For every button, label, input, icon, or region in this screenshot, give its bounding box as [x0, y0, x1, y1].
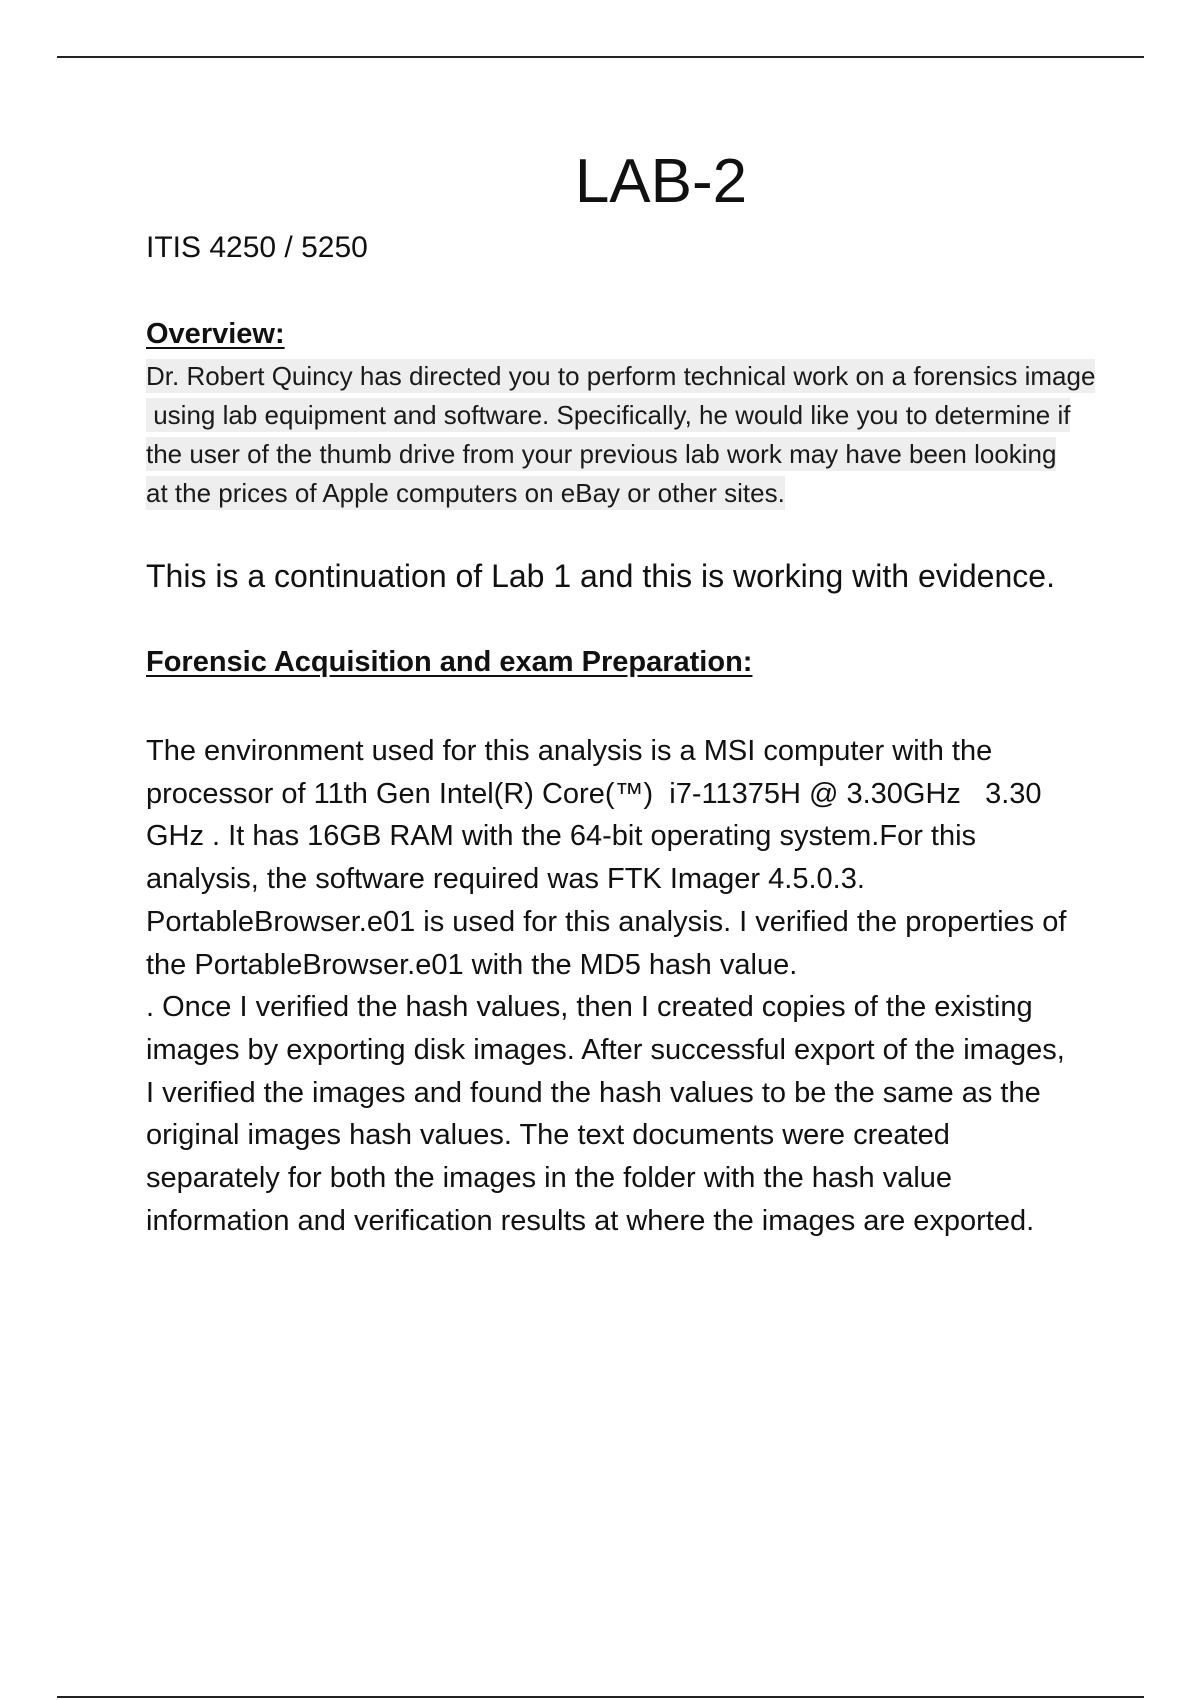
- continuation-statement: This is a continuation of Lab 1 and this is working with evidence.: [146, 558, 1055, 594]
- bottom-rule: [57, 1696, 1144, 1698]
- acquisition-line: The environment used for this analysis is a MSI computer with the: [146, 735, 993, 767]
- acquisition-line: separately for both the images in the folder with the hash value: [146, 1162, 953, 1195]
- acquisition-paragraph: [146, 730, 1186, 1242]
- overview-line: Dr. Robert Quincy has directed you to perform technical work on a forensics image: [146, 361, 1096, 391]
- acquisition-line: analysis, the software required was FTK Imager 4.5.0.3.: [146, 863, 865, 896]
- acquisition-line: processor of 11th Gen Intel(R) Core(™) i7-11375H @ 3.30GHz 3.30: [146, 777, 1042, 810]
- top-rule: [57, 56, 1144, 58]
- overview-paragraph: [146, 357, 1200, 513]
- overview-line: the user of the thumb drive from your previous lab work may have been looking: [146, 439, 1057, 469]
- acquisition-line: original images hash values. The text documents were created: [146, 1119, 950, 1152]
- acquisition-line: information and verification results at where the images are exported.: [146, 1204, 1035, 1237]
- course-number: ITIS 4250 / 5250: [146, 231, 368, 264]
- acquisition-line: GHz . It has 16GB RAM with the 64-bit operating system.For this: [146, 820, 977, 853]
- document-title: LAB-2: [574, 147, 748, 216]
- overview-line: at the prices of Apple computers on eBay or other sites.: [146, 478, 785, 508]
- overview-heading: Overview:: [146, 318, 285, 350]
- acquisition-line: the PortableBrowser.e01 with the MD5 hash value.: [146, 948, 798, 981]
- acquisition-line: . Once I verified the hash values, then I created copies of the existing: [146, 991, 1033, 1024]
- acquisition-line: I verified the images and found the hash values to be the same as the: [146, 1076, 1041, 1109]
- acquisition-line: images by exporting disk images. After successful export of the images,: [146, 1033, 1065, 1066]
- acquisition-line: PortableBrowser.e01 is used for this analysis. I verified the properties of: [146, 905, 1067, 938]
- overview-line: using lab equipment and software. Specifically, he would like you to determine if: [146, 400, 1071, 430]
- acquisition-heading: Forensic Acquisition and exam Preparation:: [146, 646, 753, 678]
